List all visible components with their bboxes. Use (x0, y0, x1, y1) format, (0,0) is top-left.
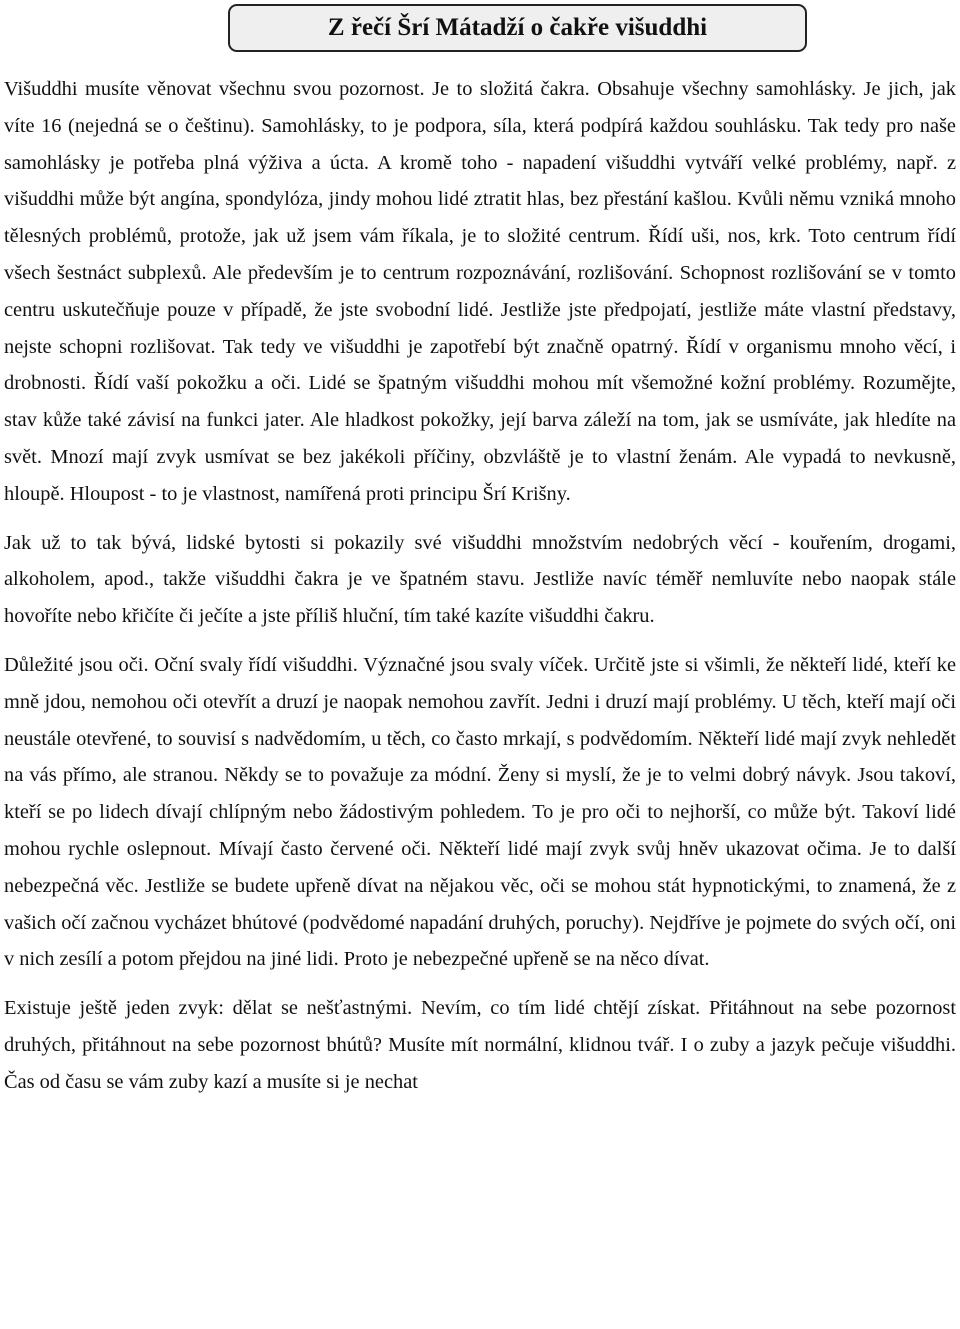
title-box (228, 4, 807, 52)
paragraph-3: Důležité jsou oči. Oční svaly řídí višuddhi. Význačné jsou svaly víček. Určitě jste si všimli, že někteří lidé, kteří ke mně jdou, nemohou oči otevřít a druzí je naopak nemohou zavřít. Jedni i druzí mají problémy. U těch, kteří mají oči neustále otevřené, to souvisí s nadvědomím, u těch, co často mrkají, s podvědomím. Někteří lidé mají zvyk nehledět na vás přímo, ale stranou. Někdy se to považuje za módní. Ženy si myslí, že je to velmi dobrý návyk. Jsou takoví, kteří se po lidech dívají chlípným nebo žádostivým pohledem. To je pro oči to nejhorší, co může být. Takoví lidé mohou rychle oslepnout. Mívají často červené oči. Někteří lidé mají zvyk svůj hněv ukazovat očima. Je to další nebezpečná věc. Jestliže se budete upřeně dívat na nějakou věc, oči se mohou stát hypnotickými, to znamená, že z vašich očí začnou vycházet bhútové (podvědomé napadání druhých, poruchy). Nejdříve je pojmete do svých očí, oni v nich zesílí a potom přejdou na jiné lidi. Proto je nebezpečné upřeně se na něco dívat. (4, 653, 956, 971)
paragraph-1: Višuddhi musíte věnovat všechnu svou pozornost. Je to složitá čakra. Obsahuje všechny samohlásky. Je jich, jak víte 16 (nejedná se o češtinu). Samohlásky, to je podpora, síla, která podpírá každou souhlásku. Tak tedy pro naše samohlásky je potřeba plná výživa a úcta. A kromě toho - napadení višuddhi vytváří velké problémy, např. z višuddhi může být angína, spondylóza, jindy mohou lidé ztratit hlas, bez přestání kašlou. Kvůli němu vzniká mnoho tělesných problémů, protože, jak už jsem vám říkala, je to složité centrum. Řídí uši, nos, krk. Toto centrum řídí všech šestnáct subplexů. Ale především je to centrum rozpoznávání, rozlišování. Schopnost rozlišování se v tomto centru uskutečňuje pouze v případě, že jste svobodní lidé. Jestliže jste předpojatí, jestliže máte vlastní představy, nejste schopni rozlišovat. Tak tedy ve višuddhi je zapotřebí být značně opatrný. Řídí v organismu mnoho věcí, i drobnosti. Řídí vaší pokožku a oči. Lidé se špatným višuddhi mohou mít všemožné kožní problémy. Rozumějte, stav kůže také závisí na funkci jater. Ale hladkost pokožky, její barva záleží na tom, jak se usmíváte, jak hledíte na svět. Mnozí mají zvyk usmívat se bez jakékoli příčiny, obzvláště je to vlastní ženám. Ale vypadá to nevkusně, hloupě. Hloupost - to je vlastnost, namířená proti principu Šrí Krišny. (4, 78, 956, 505)
document-body (4, 71, 956, 1101)
paragraph-4: Existuje ještě jeden zvyk: dělat se nešťastnými. Nevím, co tím lidé chtějí získat. Přitáhnout na sebe pozornost druhých, přitáhnout na sebe pozornost bhútů? Musíte mít normální, klidnou tvář. I o zuby a jazyk pečuje višuddhi. Čas od času se vám zuby kazí a musíte si je nechat (4, 997, 956, 1093)
document-title: Z řečí Šrí Mátadží o čakře višuddhi (327, 14, 708, 41)
paragraph-2: Jak už to tak bývá, lidské bytosti si pokazily své višuddhi množstvím nedobrých věcí - kouřením, drogami, alkoholem, apod., takže višuddhi čakra je ve špatném stavu. Jestliže navíc téměř nemluvíte nebo naopak stále hovoříte nebo křičíte či ječíte a jste příliš hluční, tím také kazíte višuddhi čakru. (4, 531, 956, 628)
